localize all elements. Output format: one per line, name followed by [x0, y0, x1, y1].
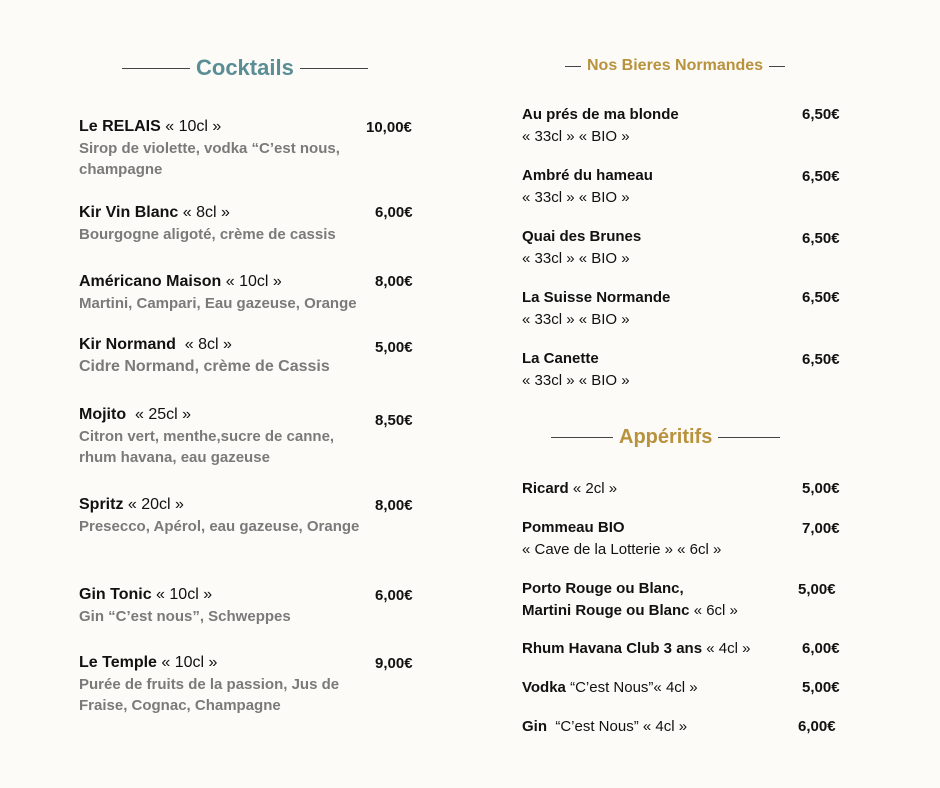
item-price: 10,00€: [366, 119, 412, 136]
item-price: 5,00€: [802, 679, 840, 696]
item-name: Gin Tonic: [79, 586, 152, 603]
item-size: « 6cl »: [693, 602, 738, 619]
item-name: Gin: [522, 718, 547, 735]
item-size: « 10cl »: [165, 118, 222, 135]
section-title-aperitifs: Appéritifs: [619, 426, 713, 448]
item-detail: « 33cl » « BIO »: [522, 372, 630, 389]
item-name: Kir Vin Blanc: [79, 204, 179, 221]
item-name: Mojito: [79, 406, 127, 423]
item-detail: « 33cl » « BIO »: [522, 128, 630, 145]
item-name: La Suisse Normande: [522, 289, 671, 306]
item-price: 5,00€: [375, 339, 413, 356]
item-name: Le Temple: [79, 654, 157, 671]
item-price: 8,50€: [375, 412, 413, 429]
item-size: « 10cl »: [225, 273, 282, 290]
item-size: « 10cl »: [161, 654, 218, 671]
item-price: 6,50€: [802, 230, 840, 247]
divider: [300, 68, 368, 69]
item-description: Sirop de violette, vodka “C’est nous, champagne: [79, 140, 340, 178]
item-size: “C’est Nous” « 4cl »: [551, 718, 688, 735]
item-size: “C’est Nous”« 4cl »: [570, 679, 698, 696]
aperitif-item: [522, 517, 802, 561]
item-name: Le RELAIS: [79, 118, 161, 135]
item-description: Bourgogne aligoté, crème de cassis: [79, 226, 336, 243]
aperitif-item: [522, 638, 792, 660]
item-detail: « Cave de la Lotterie » « 6cl »: [522, 541, 722, 558]
item-description: Purée de fruits de la passion, Jus de Fraise, Cognac, Champagne: [79, 676, 340, 714]
item-name: Porto Rouge ou Blanc,: [522, 580, 684, 597]
divider: [565, 66, 581, 67]
item-price: 8,00€: [375, 497, 413, 514]
item-size: « 8cl »: [180, 336, 232, 353]
item-name: Kir Normand: [79, 336, 176, 353]
item-detail: « 33cl » « BIO »: [522, 250, 630, 267]
item-detail: « 33cl » « BIO »: [522, 189, 630, 206]
item-price: 6,00€: [798, 718, 836, 735]
item-name: Pommeau BIO: [522, 519, 625, 536]
item-name: Spritz: [79, 496, 124, 513]
beer-item: [522, 287, 802, 331]
item-price: 6,00€: [375, 204, 413, 221]
item-price: 9,00€: [375, 655, 413, 672]
item-size: « 10cl »: [156, 586, 213, 603]
divider: [718, 437, 780, 438]
beer-item: [522, 348, 802, 392]
item-name: La Canette: [522, 350, 599, 367]
beer-item: [522, 165, 802, 209]
aperitif-item: [522, 716, 802, 738]
item-description: Gin “C’est nous”, Schweppes: [79, 608, 291, 625]
item-name: Vodka: [522, 679, 566, 696]
item-price: 6,00€: [375, 587, 413, 604]
item-size: « 8cl »: [182, 204, 230, 221]
aperitif-item: [522, 478, 802, 500]
divider: [122, 68, 190, 69]
aperitif-item: [522, 677, 802, 699]
section-title-beers: Nos Bieres Normandes: [587, 57, 764, 74]
item-name-2: Martini Rouge ou Blanc: [522, 602, 690, 619]
item-detail: « 33cl » « BIO »: [522, 311, 630, 328]
item-size: « 4cl »: [706, 640, 751, 657]
item-name: Rhum Havana Club 3 ans: [522, 640, 703, 657]
item-size: « 25cl »: [130, 406, 192, 423]
item-description: Presecco, Apérol, eau gazeuse, Orange: [79, 518, 360, 535]
item-price: 5,00€: [802, 480, 840, 497]
divider: [551, 437, 613, 438]
beers-header: [565, 57, 785, 75]
divider: [769, 66, 785, 67]
item-price: 6,00€: [802, 640, 840, 657]
aperitif-item: [522, 578, 802, 622]
item-price: 6,50€: [802, 168, 840, 185]
aperitifs-header: [551, 426, 780, 449]
item-price: 6,50€: [802, 106, 840, 123]
beer-item: [522, 226, 802, 270]
item-name: Ricard: [522, 480, 569, 497]
item-price: 6,50€: [802, 351, 840, 368]
item-name: Américano Maison: [79, 273, 222, 290]
item-description: Martini, Campari, Eau gazeuse, Orange: [79, 295, 357, 312]
section-title-cocktails: Cocktails: [196, 55, 294, 80]
item-name: Au prés de ma blonde: [522, 106, 679, 123]
item-size: « 20cl »: [127, 496, 184, 513]
cocktails-header: [122, 55, 368, 81]
item-name: Quai des Brunes: [522, 228, 642, 245]
item-name: Ambré du hameau: [522, 167, 653, 184]
item-price: 8,00€: [375, 273, 413, 290]
beer-item: [522, 104, 802, 148]
item-price: 7,00€: [802, 520, 840, 537]
item-price: 6,50€: [802, 289, 840, 306]
item-description: Cidre Normand, crème de Cassis: [79, 358, 330, 375]
item-description: Citron vert, menthe,sucre de canne, rhum havana, eau gazeuse: [79, 428, 335, 466]
item-size: « 2cl »: [572, 480, 618, 497]
item-price: 5,00€: [798, 581, 836, 598]
